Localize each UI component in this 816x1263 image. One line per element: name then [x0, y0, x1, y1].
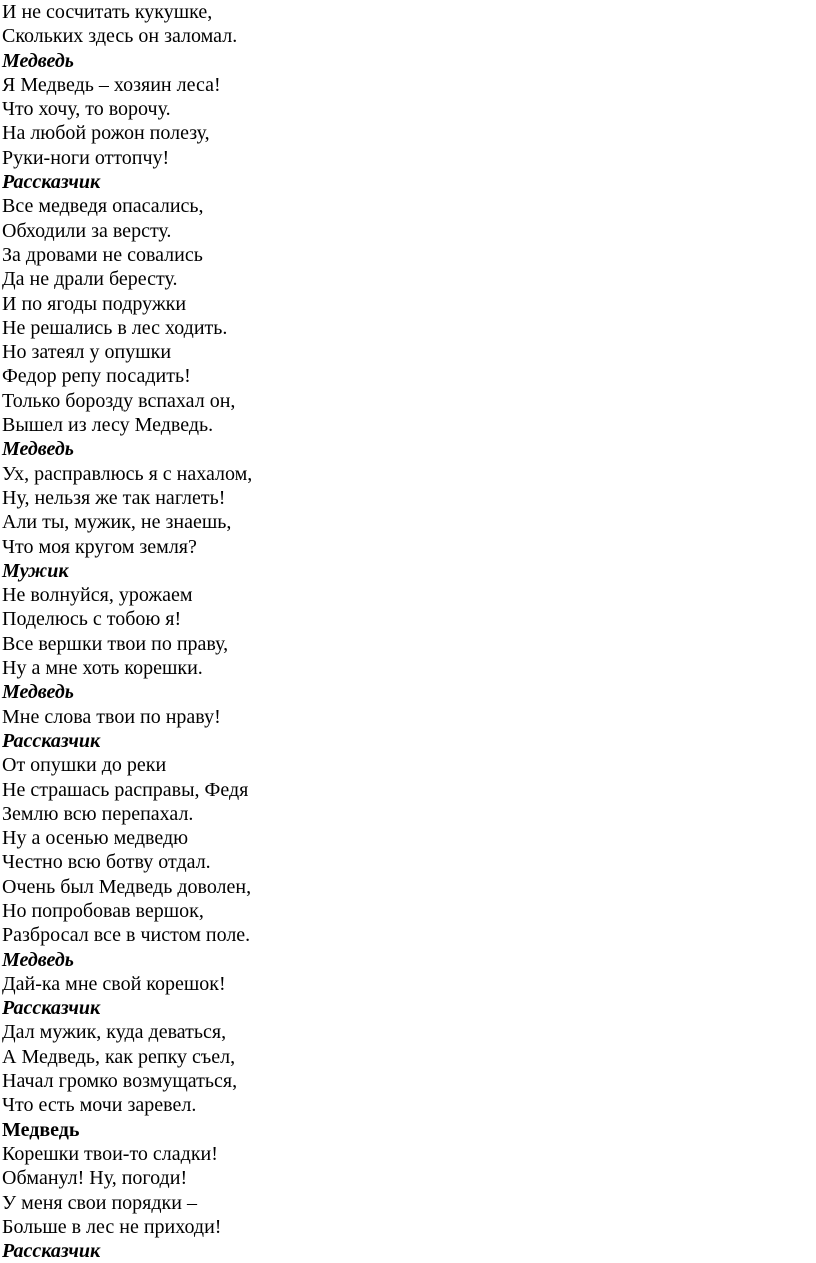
verse-line: Не волнуйся, урожаем	[2, 584, 193, 607]
speaker-name: Мужик	[2, 559, 69, 582]
verse-line: Ну а мне хоть корешки.	[2, 657, 203, 680]
speaker-name: Медведь	[2, 438, 74, 461]
verse-line: У меня свои порядки –	[2, 1191, 197, 1214]
verse-line: Руки-ноги оттопчу!	[2, 146, 170, 169]
speaker-name: Медведь	[2, 1118, 80, 1141]
verse-line: Все вершки твои по праву,	[2, 632, 229, 655]
verse-line: Что есть мочи заревел.	[2, 1094, 197, 1117]
verse-line: Мне слова твои по нраву!	[2, 705, 221, 728]
verse-line: Дай-ка мне свой корешок!	[2, 972, 226, 995]
speaker-name: Медведь	[2, 49, 74, 72]
verse-line: Я Медведь – хозяин леса!	[2, 73, 221, 96]
verse-line: Честно всю ботву отдал.	[2, 851, 211, 874]
verse-line: Что хочу, то ворочу.	[2, 98, 171, 121]
verse-line: И по ягоды подружки	[2, 292, 187, 315]
document-page	[2, 0, 802, 1263]
verse-line: И не сосчитать кукушке,	[2, 1, 213, 23]
verse-line: Поделюсь с тобою я!	[2, 608, 182, 631]
verse-line: Больше в лес не приходи!	[2, 1215, 222, 1238]
verse-line: А Медведь, как репку съел,	[2, 1045, 236, 1068]
verse-line: Начал громко возмущаться,	[2, 1070, 238, 1093]
verse-line: От опушки до реки	[2, 754, 167, 777]
verse-line: Ну, нельзя же так наглеть!	[2, 486, 226, 509]
verse-line: Не решались в лес ходить.	[2, 316, 228, 339]
verse-line: Скольких здесь он заломал.	[2, 25, 238, 48]
verse-line: Что моя кругом земля?	[2, 535, 197, 558]
verse-line: Обходили за версту.	[2, 219, 172, 242]
verse-line: Очень был Медведь доволен,	[2, 875, 252, 898]
speaker-name: Рассказчик	[2, 1240, 101, 1263]
verse-line: Землю всю перепахал.	[2, 802, 194, 825]
verse-line: Корешки твои-то сладки!	[2, 1142, 218, 1165]
verse-line: Али ты, мужик, не знаешь,	[2, 511, 232, 534]
speaker-name: Рассказчик	[2, 171, 101, 194]
verse-line: Обманул! Ну, погоди!	[2, 1167, 188, 1190]
verse-line: За дровами не совались	[2, 243, 203, 266]
play-text	[2, 0, 802, 1263]
speaker-name: Рассказчик	[2, 729, 101, 752]
verse-line: Дал мужик, куда деваться,	[2, 1021, 227, 1044]
verse-line: Разбросал все в чистом поле.	[2, 924, 251, 947]
verse-line: На любой рожон полезу,	[2, 122, 210, 145]
speaker-name: Рассказчик	[2, 997, 101, 1020]
speaker-name: Медведь	[2, 948, 74, 971]
verse-line: Ну а осенью медведю	[2, 827, 189, 850]
verse-line: Все медведя опасались,	[2, 195, 204, 218]
verse-line: Но затеял у опушки	[2, 341, 172, 364]
speaker-name: Медведь	[2, 681, 74, 704]
verse-line: Не страшась расправы, Федя	[2, 778, 249, 801]
verse-line: Да не драли бересту.	[2, 268, 178, 291]
verse-line: Только борозду вспахал он,	[2, 389, 236, 412]
verse-line: Федор репу посадить!	[2, 365, 191, 388]
verse-line: Ух, расправлюсь я с нахалом,	[2, 462, 253, 485]
verse-line: Вышел из лесу Медведь.	[2, 414, 214, 437]
verse-line: Но попробовав вершок,	[2, 899, 204, 922]
